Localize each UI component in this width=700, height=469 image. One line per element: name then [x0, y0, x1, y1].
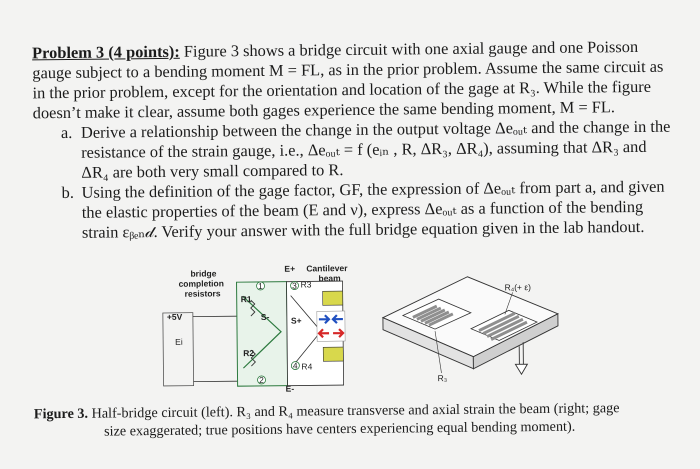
- bridge-label-2: completion: [178, 278, 223, 288]
- gauge-r3-icon: [323, 291, 343, 305]
- problem-line-3: in the prior problem, except for the orientation and location of the gage at R₃. While the figure: [32, 77, 651, 103]
- r3-small-label: R3: [300, 279, 311, 289]
- part-a-line-2: resistance of the strain gauge, i.e., Δeₒᵤₜ = f (eᵢₙ , R, ΔR₃, ΔR₄), assuming that ΔR₃ and: [81, 137, 647, 163]
- bridge-label-3: resistors: [185, 288, 221, 298]
- r4-small-label: R4: [301, 361, 312, 371]
- cantilever-label-1: Cantilever: [306, 263, 348, 273]
- problem-line-2: gauge subject to a bending moment M = FL, as in the prior problem. Assume the same circuit as: [32, 57, 663, 84]
- half-bridge-circuit-diagram: [150, 255, 361, 397]
- beam-gage-diagram: [372, 256, 563, 393]
- bridge-label-1: bridge: [190, 268, 216, 278]
- voltage-label: +5V: [167, 312, 183, 322]
- problem-line-4: doesn’t make it clear, assume both gages experience the same bending moment, M = FL.: [33, 97, 615, 123]
- ei-label: Ei: [175, 337, 183, 347]
- part-b-marker: b.: [61, 183, 74, 203]
- part-a-marker: a.: [61, 123, 73, 143]
- r3-label: R₃: [437, 373, 447, 383]
- node-1: 1: [258, 281, 263, 291]
- part-a-line-3: ΔR₄ are both very small compared to R.: [81, 160, 343, 183]
- problem-text-1: Figure 3 shows a bridge circuit with one axial gauge and one Poisson: [180, 37, 639, 61]
- r2-label: R2: [243, 348, 254, 358]
- force-arrow-icon: [515, 364, 527, 374]
- part-a-line-1: Derive a relationship between the change in the output voltage Δeₒᵤₜ and the change in the: [81, 117, 671, 143]
- caption-line-2: size exaggerated; true positions have centers experiencing equal bending moment).: [104, 419, 575, 441]
- part-b-line-3: strain εᵦₑₙ𝒹. Verify your answer with the full bridge equation given in the lab handout.: [82, 217, 645, 243]
- gauge-r4-icon: [323, 347, 343, 361]
- node-2: 2: [259, 375, 264, 385]
- source-box: [163, 313, 194, 386]
- problem-heading: Problem 3 (4 points):: [32, 42, 180, 63]
- part-b-line-1: Using the definition of the gage factor, GF, the expression of Δeₒᵤₜ from part a, and given: [81, 177, 664, 203]
- e-minus-label: E-: [286, 384, 295, 394]
- node-3: 3: [292, 281, 297, 291]
- s-plus-label: S+: [291, 316, 302, 326]
- s-minus-label: S-: [261, 312, 270, 322]
- r1-label: R1: [241, 294, 252, 304]
- cantilever-label-2: beam: [318, 273, 341, 283]
- e-plus-label: E+: [284, 264, 295, 274]
- caption-lead: Figure 3.: [34, 406, 88, 423]
- node-4: 4: [293, 361, 298, 371]
- part-b-line-2: the elastic properties of the beam (E and ν), express Δeₒᵤₜ as a function of the bending: [82, 197, 644, 223]
- caption-text-1: Half-bridge circuit (left). R₃ and R₄ measure transverse and axial strain the beam (right; gage: [88, 400, 620, 422]
- r4-strain-label: R₄(+ ε): [505, 282, 532, 292]
